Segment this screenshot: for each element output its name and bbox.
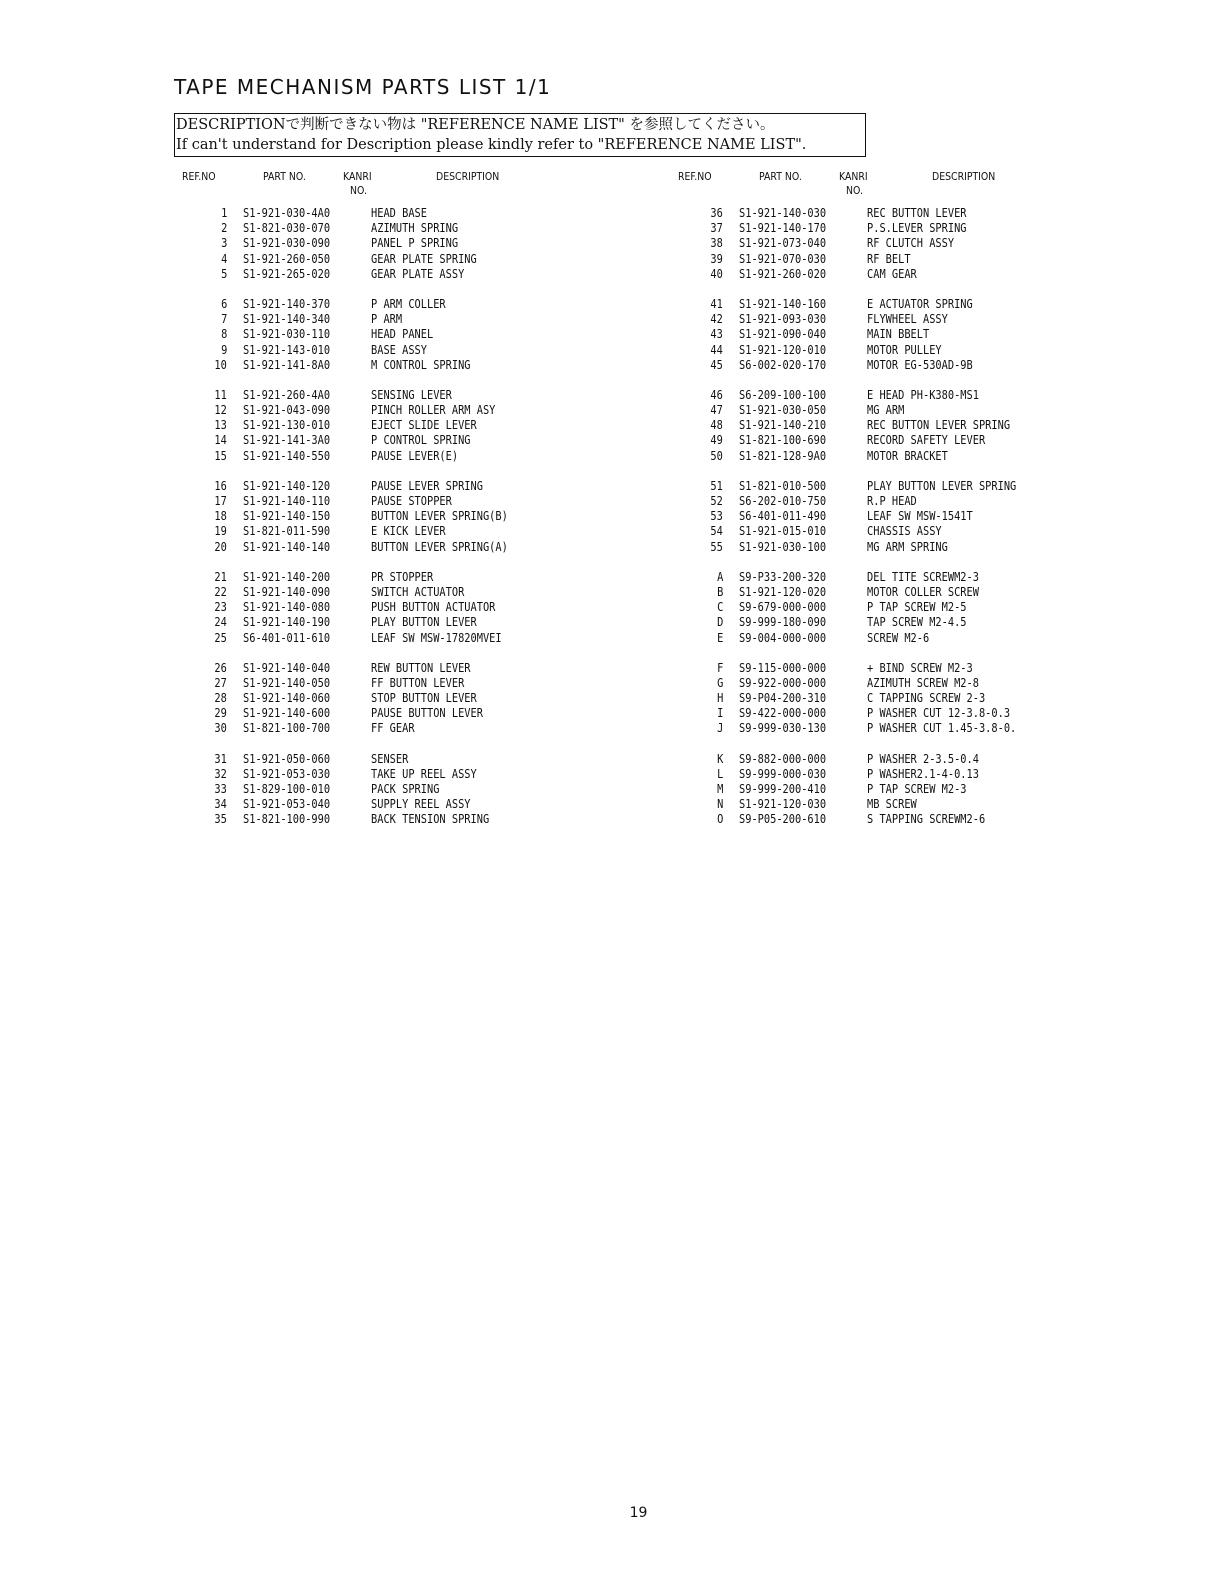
header-ref-no: REF.NO [182,170,216,183]
header-description: DESCRIPTION [932,170,996,183]
part-no: S1-921-140-340 [243,312,331,327]
ref-no: 45 [710,357,723,372]
description: MOTOR EG-530AD-9B [867,357,973,372]
part-no: S1-921-260-4A0 [243,387,331,402]
description: P TAP SCREW M2-5 [867,600,967,615]
ref-no: 30 [214,721,227,736]
description: SUPPLY REEL ASSY [371,797,471,812]
description: R.P HEAD [867,494,917,508]
ref-no: D [716,615,723,630]
ref-no: 53 [710,509,723,524]
ref-no: 26 [214,660,227,675]
part-no: S1-921-050-060 [243,751,331,766]
ref-no: 15 [214,448,227,463]
description: AZIMUTH SPRING [371,221,459,236]
description: BUTTON LEVER SPRING(B) [371,509,508,524]
header-description: DESCRIPTION [436,170,500,183]
header-part-no: PART NO. [263,170,306,183]
part-no: S1-921-140-080 [243,600,331,615]
description: REW BUTTON LEVER [371,660,471,675]
ref-no: E [716,630,723,645]
part-no: S9-999-180-090 [739,615,827,630]
description: REC BUTTON LEVER SPRING [867,418,1011,433]
part-no: S1-921-093-030 [739,312,827,327]
part-no: S1-921-053-040 [243,797,331,812]
description: SENSER [371,751,409,766]
description: P.S.LEVER SPRING [867,221,967,236]
part-no: S1-921-260-050 [243,251,331,266]
ref-no: 6 [220,296,227,311]
ref-no: 54 [710,524,723,539]
description: P ARM [371,312,403,327]
part-no: S1-921-015-010 [739,524,827,539]
part-no: S9-999-000-030 [739,766,827,781]
description: MOTOR COLLER SCREW [867,584,979,599]
ref-no: H [716,691,723,706]
ref-no: 12 [214,403,227,418]
ref-no: 40 [710,266,723,281]
description: MOTOR BRACKET [867,448,948,463]
part-no: S6-202-010-750 [739,494,827,508]
part-no: S1-921-130-010 [243,418,331,433]
part-no: S1-921-120-020 [739,584,827,599]
description: RECORD SAFETY LEVER [867,433,986,448]
part-no: S1-921-140-550 [243,448,331,463]
header-kanri-no: NO. [350,184,367,197]
header-kanri-no: NO. [846,184,863,197]
ref-no: 36 [710,206,723,220]
ref-no: 3 [220,236,227,251]
ref-no: O [716,812,723,827]
part-no: S1-921-140-160 [739,296,827,311]
description: LEAF SW MSW-1541T [867,509,973,524]
ref-no: M [716,782,723,796]
ref-no: 16 [214,478,227,493]
ref-no: 8 [220,327,227,342]
ref-no: 13 [214,418,227,433]
description: EJECT SLIDE LEVER [371,418,477,433]
ref-no: 51 [710,478,723,493]
part-no: S9-999-030-130 [739,721,827,736]
part-no: S1-921-140-600 [243,706,331,721]
ref-no: N [716,797,723,812]
ref-no: B [716,584,723,599]
ref-no: 49 [710,433,723,448]
description: CHASSIS ASSY [867,524,942,539]
description: SENSING LEVER [371,387,452,402]
ref-no: 42 [710,312,723,327]
description: E HEAD PH-K380-MS1 [867,387,979,402]
description: STOP BUTTON LEVER [371,691,477,706]
header-kanri: KANRI [839,170,868,183]
ref-no: 20 [214,539,227,554]
reference-notice-box [174,113,866,157]
ref-no: G [716,675,723,690]
part-no: S1-829-100-010 [243,782,331,796]
description: MAIN BBELT [867,327,930,342]
ref-no: C [716,600,723,615]
part-no: S9-922-000-000 [739,675,827,690]
description: RF CLUTCH ASSY [867,236,955,251]
ref-no: 37 [710,221,723,236]
part-no: S1-921-043-090 [243,403,331,418]
part-no: S9-004-000-000 [739,630,827,645]
ref-no: J [716,721,723,736]
part-no: S1-821-011-590 [243,524,331,539]
part-no: S9-679-000-000 [739,600,827,615]
ref-no: 27 [214,675,227,690]
ref-no: I [716,706,723,721]
ref-no: L [716,766,723,781]
ref-no: 44 [710,342,723,357]
ref-no: 4 [220,251,227,266]
part-no: S1-921-090-040 [739,327,827,342]
ref-no: 14 [214,433,227,448]
ref-no: 25 [214,630,227,645]
part-no: S1-821-100-690 [739,433,827,448]
description: PR STOPPER [371,569,434,584]
description: SWITCH ACTUATOR [371,584,465,599]
description: MOTOR PULLEY [867,342,942,357]
part-no: S9-999-200-410 [739,782,827,796]
description: P TAP SCREW M2-3 [867,782,967,796]
part-no: S1-921-141-8A0 [243,357,331,372]
ref-no: 48 [710,418,723,433]
ref-no: 55 [710,539,723,554]
part-no: S1-921-143-010 [243,342,331,357]
part-no: S9-882-000-000 [739,751,827,766]
ref-no: A [716,569,723,584]
description: HEAD BASE [371,206,427,220]
ref-no: 35 [214,812,227,827]
description: PAUSE LEVER(E) [371,448,459,463]
description: P ARM COLLER [371,296,446,311]
part-no: S1-921-260-020 [739,266,827,281]
notice-line-english: If can't understand for Description please kindly refer to "REFERENCE NAME LIST". [176,136,807,153]
description: PINCH ROLLER ARM ASY [371,403,496,418]
description: P WASHER2.1-4-0.13 [867,766,979,781]
description: S TAPPING SCREWM2-6 [867,812,986,827]
ref-no: 7 [220,312,227,327]
part-no: S1-921-030-110 [243,327,331,342]
ref-no: 33 [214,782,227,796]
part-no: S1-921-140-170 [739,221,827,236]
ref-no: 46 [710,387,723,402]
part-no: S6-209-100-100 [739,387,827,402]
part-no: S1-921-140-090 [243,584,331,599]
ref-no: 10 [214,357,227,372]
part-no: S6-401-011-610 [243,630,331,645]
description: HEAD PANEL [371,327,434,342]
part-no: S1-921-140-040 [243,660,331,675]
ref-no: 17 [214,494,227,508]
ref-no: 21 [214,569,227,584]
description: TAP SCREW M2-4.5 [867,615,967,630]
part-no: S1-921-120-010 [739,342,827,357]
part-no: S9-422-000-000 [739,706,827,721]
part-no: S1-921-030-4A0 [243,206,331,220]
ref-no: 50 [710,448,723,463]
description: FF BUTTON LEVER [371,675,465,690]
part-no: S1-921-030-090 [243,236,331,251]
ref-no: 52 [710,494,723,508]
description: MG ARM SPRING [867,539,948,554]
ref-no: 1 [220,206,227,220]
notice-line-japanese: DESCRIPTIONで判断できない物は "REFERENCE NAME LIST" を参照してください。 [176,117,775,133]
part-no: S1-821-030-070 [243,221,331,236]
description: CAM GEAR [867,266,917,281]
part-no: S1-921-140-120 [243,478,331,493]
description: C TAPPING SCREW 2-3 [867,691,986,706]
part-no: S1-921-140-140 [243,539,331,554]
description: PAUSE STOPPER [371,494,452,508]
page-title: TAPE MECHANISM PARTS LIST 1/1 [174,75,552,99]
description: E ACTUATOR SPRING [867,296,973,311]
description: DEL TITE SCREWM2-3 [867,569,979,584]
ref-no: 34 [214,797,227,812]
description: SCREW M2-6 [867,630,930,645]
part-no: S1-921-140-370 [243,296,331,311]
description: M CONTROL SPRING [371,357,471,372]
description: RF BELT [867,251,911,266]
ref-no: 39 [710,251,723,266]
part-no: S9-115-000-000 [739,660,827,675]
ref-no: 47 [710,403,723,418]
page-number: 19 [629,1505,648,1521]
ref-no: F [716,660,723,675]
part-no: S1-921-073-040 [739,236,827,251]
ref-no: 5 [220,266,227,281]
description: P WASHER CUT 12-3.8-0.3 [867,706,1011,721]
part-no: S1-921-030-050 [739,403,827,418]
part-no: S1-921-140-030 [739,206,827,220]
part-no: S1-821-010-500 [739,478,827,493]
ref-no: 38 [710,236,723,251]
part-no: S1-921-140-190 [243,615,331,630]
part-no: S1-921-140-210 [739,418,827,433]
description: BASE ASSY [371,342,427,357]
part-no: S1-921-070-030 [739,251,827,266]
description: REC BUTTON LEVER [867,206,967,220]
description: PLAY BUTTON LEVER [371,615,477,630]
ref-no: 43 [710,327,723,342]
ref-no: 24 [214,615,227,630]
ref-no: 2 [220,221,227,236]
description: AZIMUTH SCREW M2-8 [867,675,979,690]
description: + BIND SCREW M2-3 [867,660,973,675]
part-no: S1-921-265-020 [243,266,331,281]
description: P CONTROL SPRING [371,433,471,448]
ref-no: 22 [214,584,227,599]
header-kanri: KANRI [343,170,372,183]
part-no: S1-921-053-030 [243,766,331,781]
part-no: S9-P33-200-320 [739,569,827,584]
description: PUSH BUTTON ACTUATOR [371,600,496,615]
part-no: S1-821-100-990 [243,812,331,827]
part-no: S6-002-020-170 [739,357,827,372]
part-no: S1-921-140-110 [243,494,331,508]
ref-no: 9 [220,342,227,357]
header-part-no: PART NO. [759,170,802,183]
ref-no: 18 [214,509,227,524]
part-no: S1-921-140-060 [243,691,331,706]
ref-no: 11 [214,387,227,402]
description: TAKE UP REEL ASSY [371,766,477,781]
part-no: S1-921-140-200 [243,569,331,584]
description: P WASHER 2-3.5-0.4 [867,751,979,766]
part-no: S6-401-011-490 [739,509,827,524]
part-no: S1-921-120-030 [739,797,827,812]
ref-no: 23 [214,600,227,615]
part-no: S1-921-141-3A0 [243,433,331,448]
ref-no: 32 [214,766,227,781]
description: LEAF SW MSW-17820MVEI [371,630,502,645]
part-no: S9-P04-200-310 [739,691,827,706]
ref-no: 41 [710,296,723,311]
description: MG ARM [867,403,905,418]
ref-no: 29 [214,706,227,721]
description: BUTTON LEVER SPRING(A) [371,539,508,554]
part-no: S1-821-128-9A0 [739,448,827,463]
ref-no: 19 [214,524,227,539]
description: P WASHER CUT 1.45-3.8-0. [867,721,1017,736]
description: GEAR PLATE SPRING [371,251,477,266]
description: PLAY BUTTON LEVER SPRING [867,478,1017,493]
description: BACK TENSION SPRING [371,812,490,827]
description: GEAR PLATE ASSY [371,266,465,281]
description: FLYWHEEL ASSY [867,312,948,327]
description: PAUSE LEVER SPRING [371,478,483,493]
ref-no: 28 [214,691,227,706]
ref-no: 31 [214,751,227,766]
header-ref-no: REF.NO [678,170,712,183]
description: PAUSE BUTTON LEVER [371,706,483,721]
part-no: S1-921-140-150 [243,509,331,524]
part-no: S1-921-030-100 [739,539,827,554]
description: PACK SPRING [371,782,440,796]
ref-no: K [716,751,723,766]
description: PANEL P SPRING [371,236,459,251]
part-no: S1-921-140-050 [243,675,331,690]
part-no: S1-821-100-700 [243,721,331,736]
description: MB SCREW [867,797,917,812]
part-no: S9-P05-200-610 [739,812,827,827]
description: E KICK LEVER [371,524,446,539]
description: FF GEAR [371,721,415,736]
